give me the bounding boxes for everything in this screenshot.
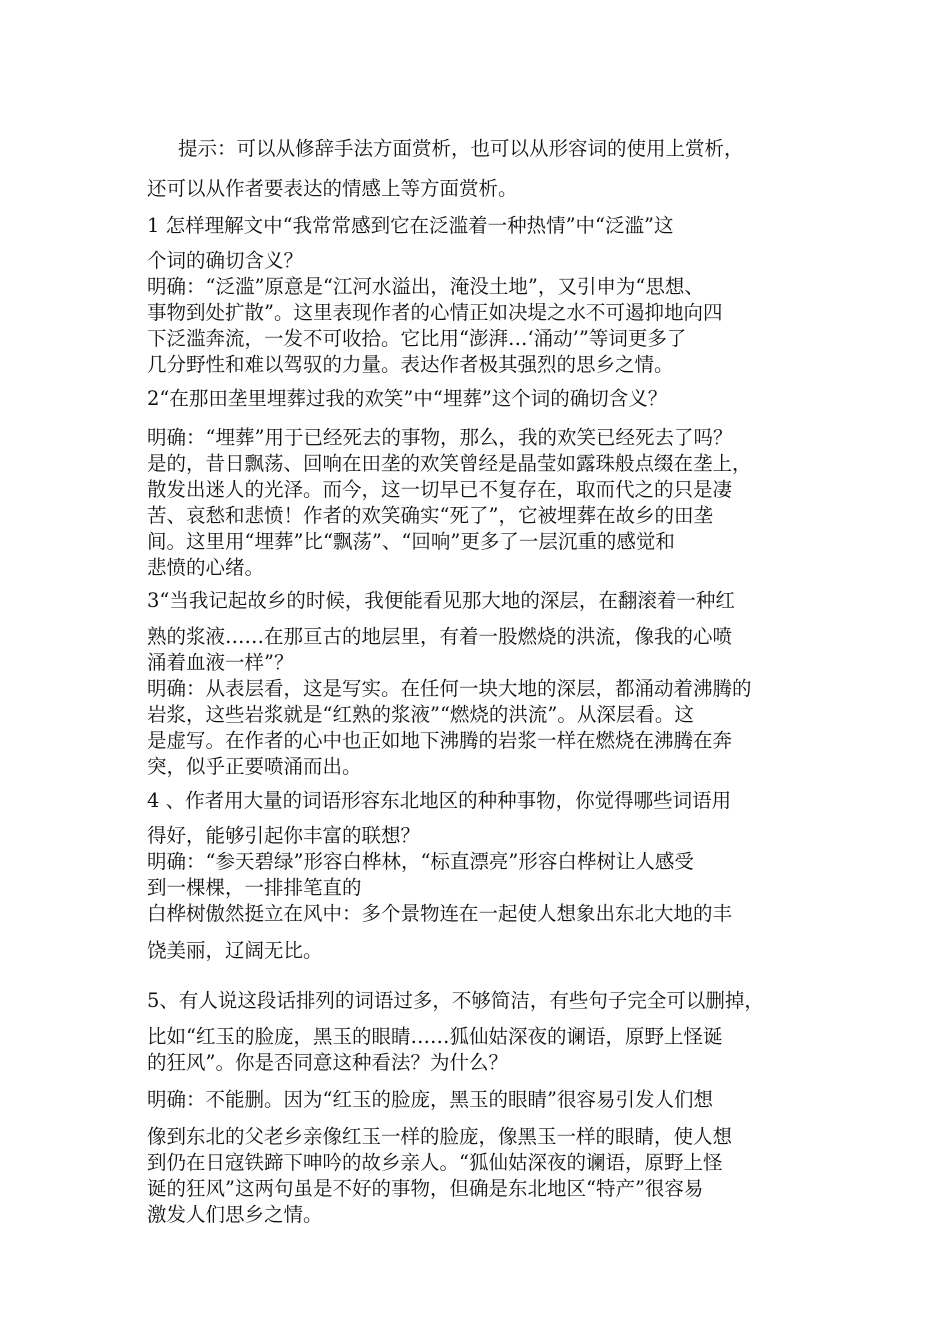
answer-4-line-2: 到一棵棵，一排排笔直的 [147,876,362,899]
question-3-line-3: 涌着血液一样”？ [147,651,294,674]
question-1-line-1: 1 怎样理解文中“我常常感到它在泛滥着一种热情”中“泛滥”这 [147,214,674,237]
hint-line-2: 还可以从作者要表达的情感上等方面赏析。 [147,177,518,200]
answer-1-line-3: 下泛滥奔流，一发不可收拾。它比用“澎湃…‘涌动’”等词更多了 [147,327,687,350]
question-3-line-2: 熟的浆液……在那亘古的地层里，有着一股燃烧的洪流，像我的心喷 [147,625,733,648]
answer-2-line-4: 苦、哀愁和悲愤！作者的欢笑确实“死了”，它被埋葬在故乡的田垄 [147,504,713,527]
hint-line-1: 提示：可以从修辞手法方面赏析，也可以从形容词的使用上赏析， [178,137,744,160]
question-1-line-2: 个词的确切含义？ [147,249,304,272]
answer-4-line-1: 明确：“参天碧绿”形容白桦林，“标直漂亮”形容白桦树让人感受 [147,850,694,873]
answer-5-line-4: 诞的狂风”这两句虽是不好的事物，但确是东北地区“特产”很容易 [147,1177,704,1200]
answer-3-line-4: 突，似乎正要喷涌而出。 [147,755,362,778]
answer-4-line-3: 白桦树傲然挺立在风中：多个景物连在一起使人想象出东北大地的丰 [147,902,733,925]
answer-2-line-1: 明确：“埋葬”用于已经死去的事物，那么，我的欢笑已经死去了吗？ [147,426,733,449]
question-5-line-2: 比如“红玉的脸庞，黑玉的眼睛……狐仙姑深夜的谰语，原野上怪诞 [147,1025,723,1048]
answer-5-line-1: 明确：不能删。因为“红玉的脸庞，黑玉的眼睛”很容易引发人们想 [147,1088,713,1111]
question-4-line-1: 4 、作者用大量的词语形容东北地区的种种事物，你觉得哪些词语用 [147,789,732,812]
answer-2-line-6: 悲愤的心绪。 [147,556,265,579]
answer-1-line-2: 事物到处扩散”。这里表现作者的心情正如决堤之水不可遏抑地向四 [147,301,723,324]
answer-3-line-3: 是虚写。在作者的心中也正如地下沸腾的岩浆一样在燃烧在沸腾在奔 [147,729,733,752]
question-5-line-1: 5、有人说这段话排列的词语过多，不够简洁，有些句子完全可以删掉， [147,989,764,1012]
answer-5-line-3: 到仍在日寇铁蹄下呻吟的故乡亲人。“狐仙姑深夜的谰语，原野上怪 [147,1151,723,1174]
question-2-line-1: 2“在那田垄里埋葬过我的欢笑”中“埋葬”这个词的确切含义？ [147,387,668,410]
question-3-line-1: 3“当我记起故乡的时候，我便能看见那大地的深层，在翻滚着一种红 [147,589,735,612]
answer-4-line-4: 饶美丽，辽阔无比。 [147,939,323,962]
answer-2-line-3: 散发出迷人的光泽。而今，这一切早已不复存在，取而代之的只是凄 [147,478,733,501]
answer-5-line-2: 像到东北的父老乡亲像红玉一样的脸庞，像黑玉一样的眼睛，使人想 [147,1125,733,1148]
answer-2-line-5: 间。这里用“埋葬”比“飘荡”、“回响”更多了一层沉重的感觉和 [147,530,675,553]
answer-2-line-2: 是的，昔日飘荡、回响在田垄的欢笑曾经是晶莹如露珠般点缀在垄上， [147,452,752,475]
answer-1-line-4: 几分野性和难以驾驭的力量。表达作者极其强烈的思乡之情。 [147,353,674,376]
answer-1-line-1: 明确：“泛滥”原意是“江河水溢出，淹没土地”，又引申为“思想、 [147,275,704,298]
question-5-line-3: 的狂风”。你是否同意这种看法？为什么？ [147,1051,508,1074]
answer-3-line-2: 岩浆，这些岩浆就是“红熟的浆液”“燃烧的洪流”。从深层看。这 [147,703,694,726]
answer-5-line-5: 激发人们思乡之情。 [147,1203,323,1226]
question-4-line-2: 得好，能够引起你丰富的联想？ [147,824,421,847]
answer-3-line-1: 明确：从表层看，这是写实。在任何一块大地的深层，都涌动着沸腾的 [147,677,752,700]
